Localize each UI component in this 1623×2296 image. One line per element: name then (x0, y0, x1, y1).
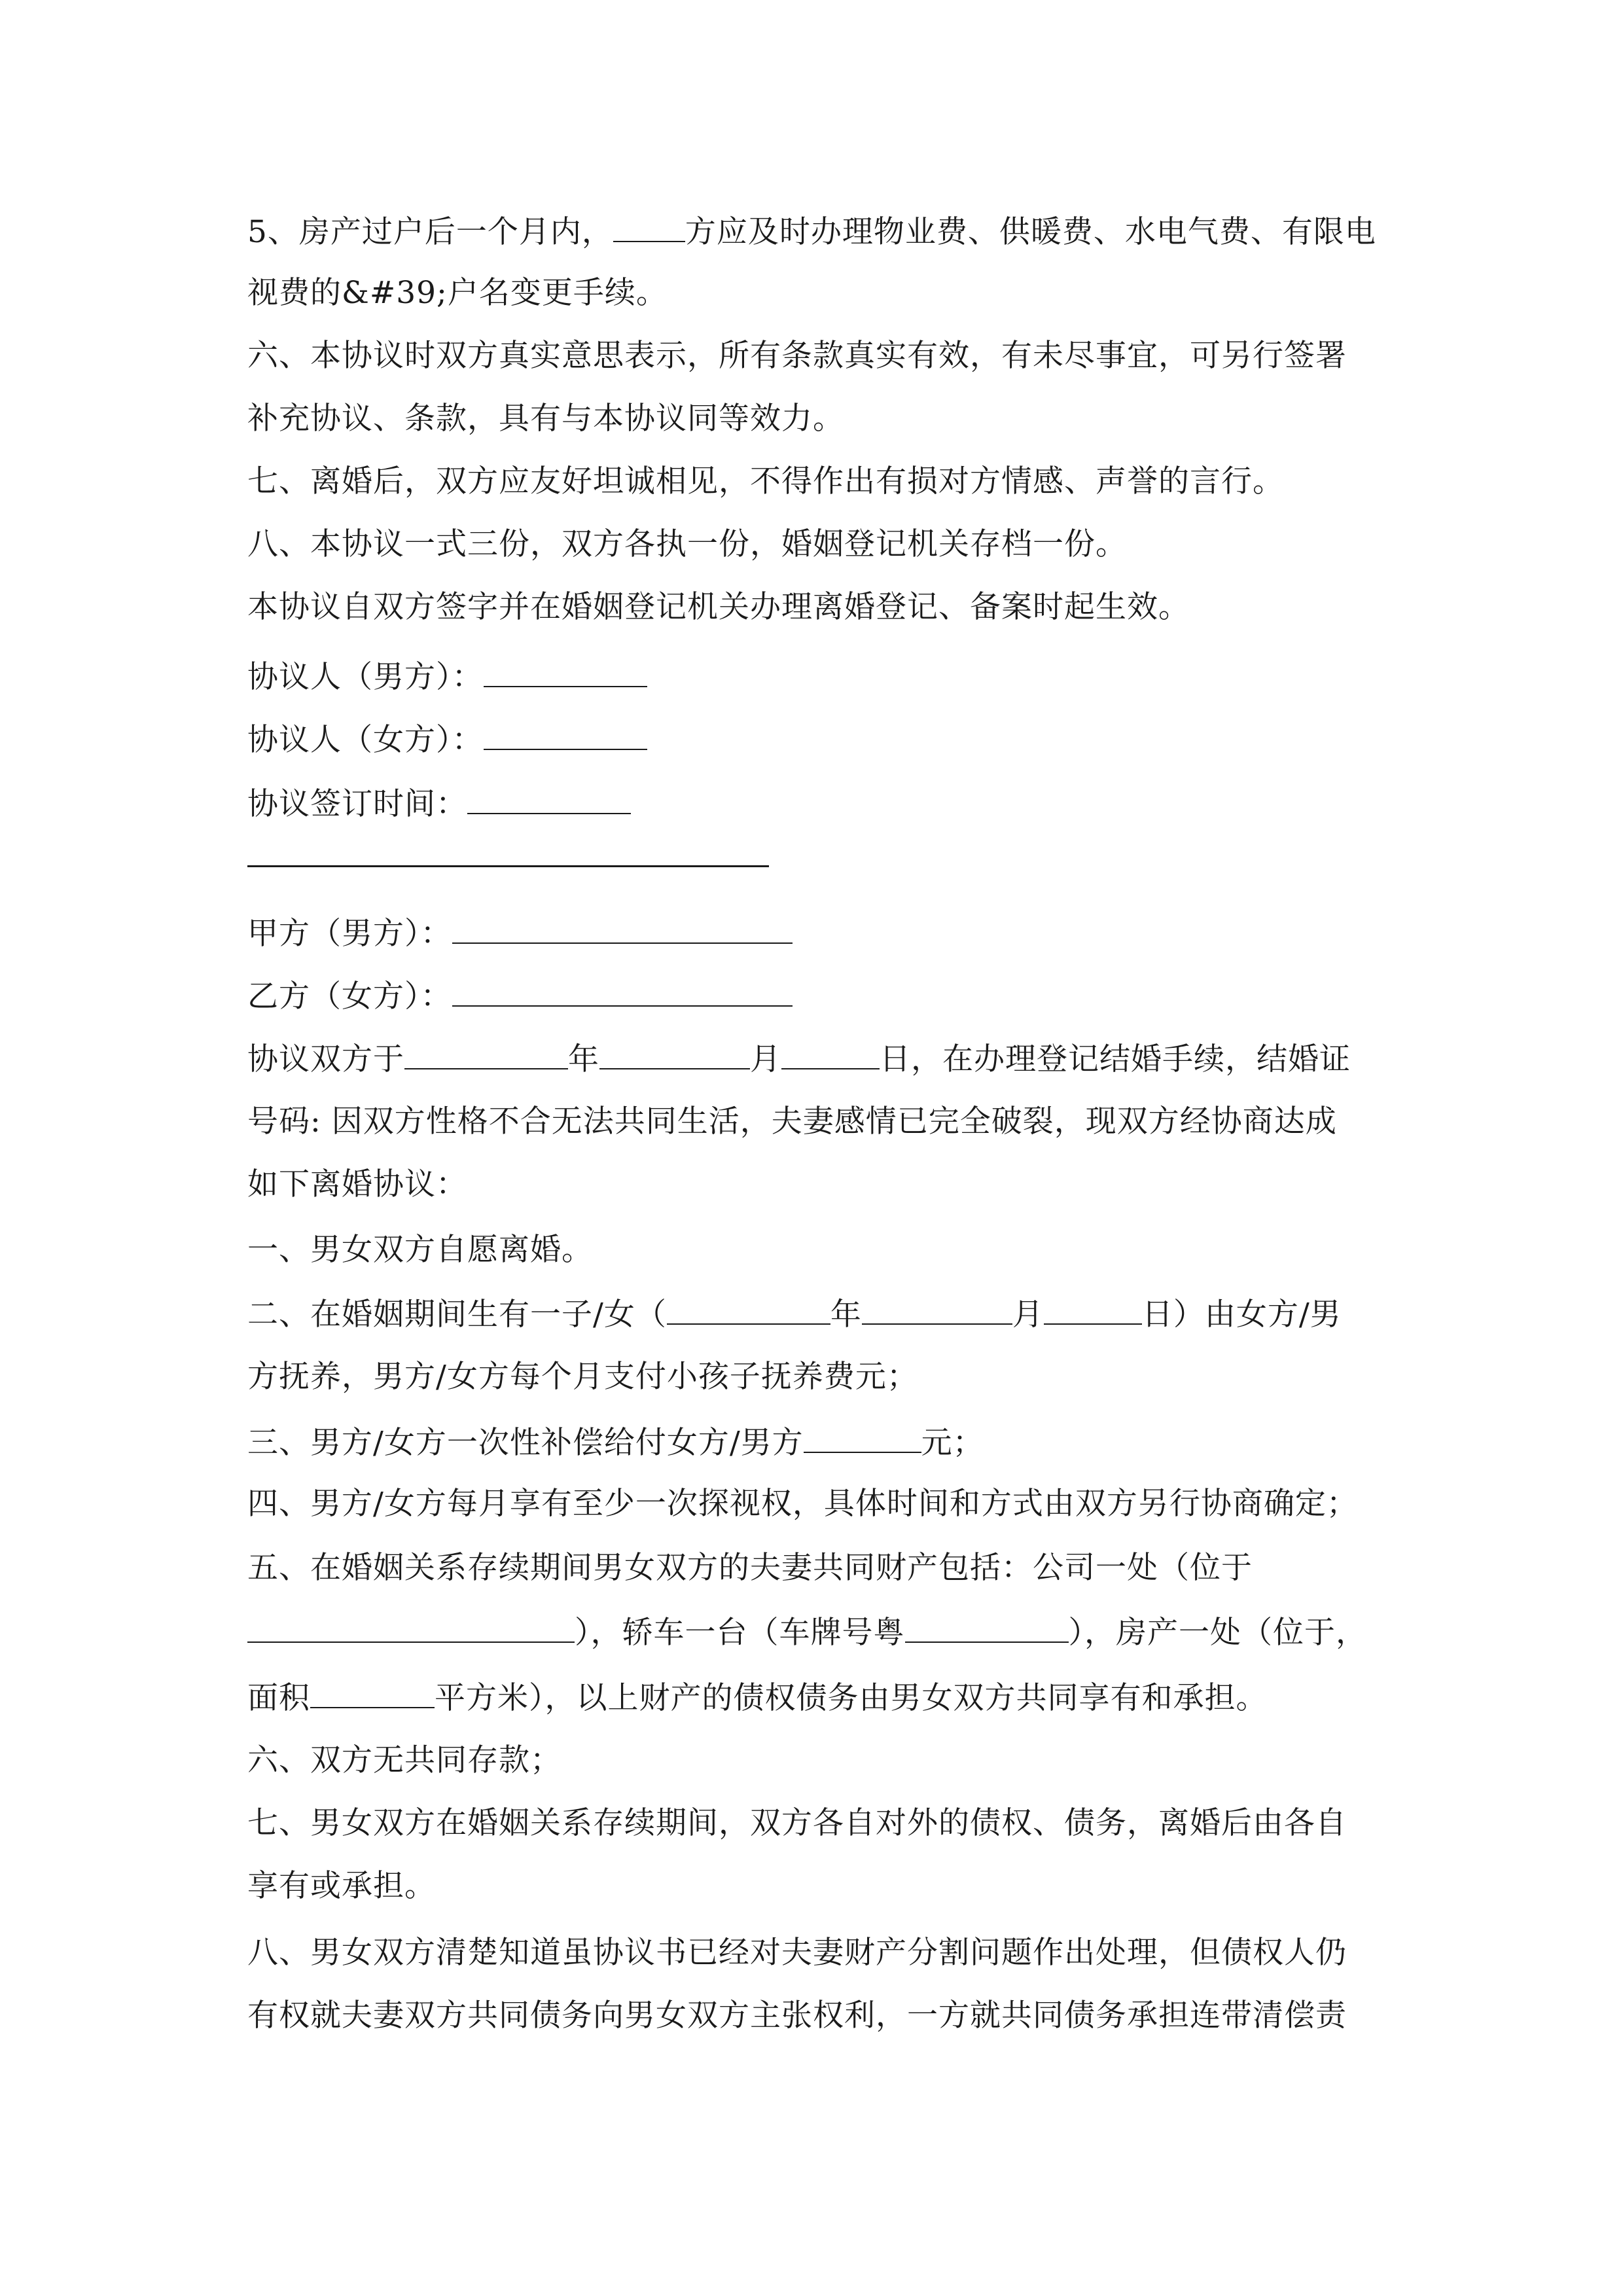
item-5-line-1: 五、在婚姻关系存续期间男女双方的夫妻共同财产包括：公司一处（位于 (247, 1550, 1253, 1586)
party-a-blank (452, 912, 793, 944)
item-2-line-1: 二、在婚姻期间生有一子/女（ 年 月 日）由女方/男 (247, 1293, 1342, 1335)
signing-date: 协议签订时间： (247, 783, 631, 824)
blank-party (613, 211, 685, 242)
clause-6-line-2: 补充协议、条款，具有与本协议同等效力。 (247, 401, 844, 437)
clause-5-line-1: 5、房产过户后一个月内， 方应及时办理物业费、供暖费、水电气费、有限电 (247, 211, 1376, 252)
clause-5-line-2: 视费的&#39;户名变更手续。 (247, 275, 668, 311)
month-blank (599, 1038, 750, 1069)
area-blank (310, 1677, 435, 1708)
certificate-line: 号码: 因双方性格不合无法共同生活，夫妻感情已完全破裂，现双方经协商达成 (247, 1103, 1337, 1139)
item-4: 四、男方/女方每月享有至少一次探视权，具体时间和方式由双方另行协商确定； (247, 1486, 1358, 1522)
plate-number-blank (905, 1611, 1069, 1643)
signatory-male: 协议人（男方）： (247, 656, 647, 697)
clause-7: 七、离婚后，双方应友好坦诚相见，不得作出有损对方情感、声誉的言行。 (247, 463, 1284, 499)
signatory-female: 协议人（女方）： (247, 719, 647, 760)
company-location-blank (247, 1611, 575, 1643)
item-3: 三、男方/女方一次性补偿给付女方/男方 元； (247, 1422, 984, 1463)
day-blank (781, 1038, 880, 1069)
signature-blank (484, 719, 647, 750)
item-6: 六、双方无共同存款； (247, 1742, 562, 1778)
party-b-blank (452, 975, 793, 1007)
item-7-line-2: 享有或承担。 (247, 1868, 436, 1904)
item-2-line-2: 方抚养，男方/女方每个月支付小孩子抚养费元； (247, 1359, 918, 1395)
amount-blank (804, 1422, 921, 1453)
party-a: 甲方（男方）： (247, 912, 793, 954)
day-blank (1044, 1293, 1142, 1325)
item-8-line-2: 有权就夫妻双方共同债务向男女双方主张权利，一方就共同债务承担连带清偿责 (247, 1998, 1347, 2034)
marriage-date-line: 协议双方于 年 月 日，在办理登记结婚手续，结婚证 (247, 1038, 1351, 1079)
item-7-line-1: 七、男女双方在婚姻关系存续期间，双方各自对外的债权、债务，离婚后由各自 (247, 1805, 1347, 1841)
date-blank (467, 783, 631, 814)
signature-blank (484, 656, 647, 687)
item-8-line-1: 八、男女双方清楚知道虽协议书已经对夫妻财产分割问题作出处理，但债权人仍 (247, 1935, 1347, 1971)
item-5-line-3: 面积 平方米），以上财产的债权债务由男女双方共同享有和承担。 (247, 1677, 1268, 1718)
section-divider (247, 865, 769, 867)
year-blank (667, 1293, 830, 1325)
year-blank (404, 1038, 568, 1069)
month-blank (862, 1293, 1012, 1325)
item-5-line-2: ），轿车一台（车牌号粤 ），房产一处（位于， (247, 1611, 1367, 1653)
clause-6-line-1: 六、本协议时双方真实意思表示，所有条款真实有效，有未尽事宜，可另行签署 (247, 338, 1347, 374)
party-b: 乙方（女方）： (247, 975, 793, 1016)
clause-8: 八、本协议一式三份，双方各执一份，婚姻登记机关存档一份。 (247, 526, 1127, 562)
effective-clause: 本协议自双方签字并在婚姻登记机关办理离婚登记、备案时起生效。 (247, 589, 1190, 625)
agreement-intro: 如下离婚协议： (247, 1166, 467, 1202)
item-1: 一、男女双方自愿离婚。 (247, 1232, 593, 1268)
